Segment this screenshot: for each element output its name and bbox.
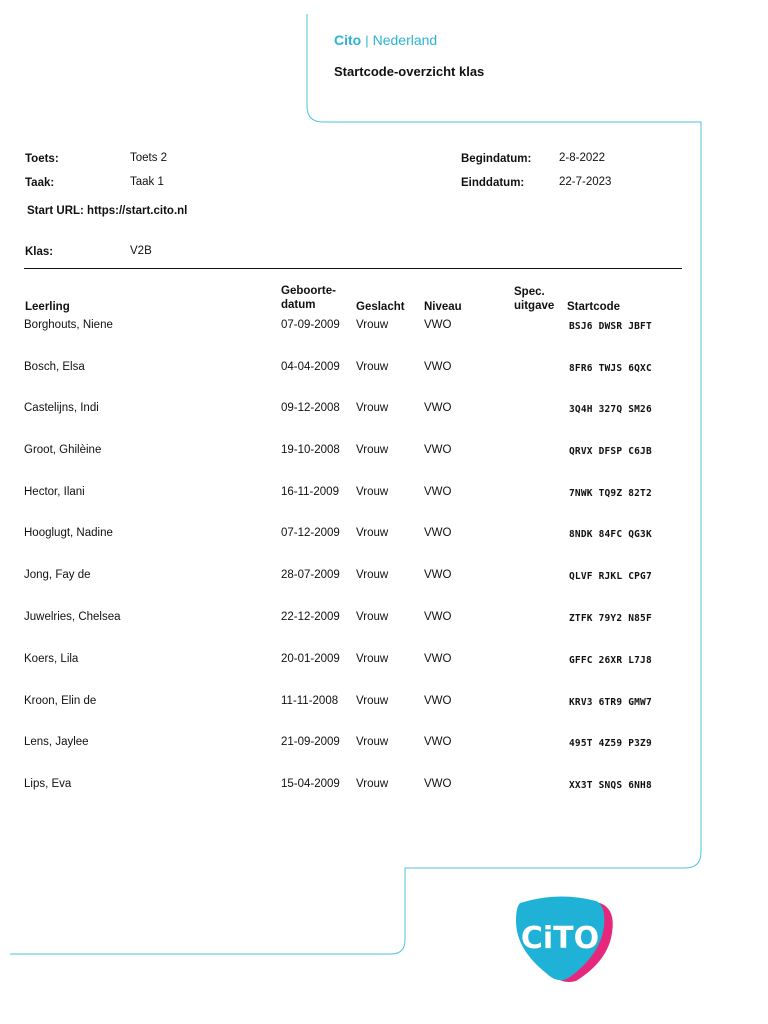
- student-startcode: KRV3 6TR9 GMW7: [569, 697, 652, 708]
- student-dob: 19-10-2008: [281, 444, 340, 456]
- student-level: VWO: [424, 444, 452, 456]
- student-level: VWO: [424, 736, 452, 748]
- student-startcode: GFFC 26XR L7J8: [569, 655, 652, 666]
- student-dob: 20-01-2009: [281, 653, 340, 665]
- student-dob: 21-09-2009: [281, 736, 340, 748]
- student-sex: Vrouw: [356, 653, 389, 665]
- student-level: VWO: [424, 361, 452, 373]
- table-row: [0, 361, 768, 381]
- student-dob: 11-11-2008: [281, 695, 339, 707]
- student-level: VWO: [424, 569, 452, 581]
- col-header-sex: Geslacht: [356, 301, 405, 313]
- student-sex: Vrouw: [356, 444, 389, 456]
- student-sex: Vrouw: [356, 569, 389, 581]
- col-header-spec: [514, 285, 554, 313]
- student-name: Castelijns, Indi: [24, 402, 99, 414]
- col-header-name: Leerling: [25, 301, 70, 313]
- student-sex: Vrouw: [356, 695, 389, 707]
- student-name: Hooglugt, Nadine: [24, 527, 113, 539]
- begindatum-label: Begindatum:: [461, 153, 532, 165]
- student-name: Hector, Ilani: [24, 486, 85, 498]
- student-startcode: 3Q4H 327Q SM26: [569, 404, 652, 415]
- student-level: VWO: [424, 778, 452, 790]
- student-name: Groot, Ghilèine: [24, 444, 102, 456]
- brand-region: Nederland: [372, 32, 438, 48]
- col-header-spec-line2: uitgave: [514, 300, 555, 312]
- student-dob: 28-07-2009: [281, 569, 340, 581]
- klas-value: V2B: [130, 245, 152, 257]
- col-header-dob: [281, 284, 336, 312]
- student-sex: Vrouw: [356, 527, 389, 539]
- student-dob: 15-04-2009: [281, 778, 340, 790]
- cito-logo: [514, 893, 616, 985]
- table-row: [0, 444, 768, 464]
- student-dob: 09-12-2008: [281, 402, 340, 414]
- student-startcode: 495T 4Z59 P3Z9: [569, 738, 652, 749]
- table-row: [0, 778, 768, 798]
- student-level: VWO: [424, 527, 452, 539]
- student-startcode: 8FR6 TWJS 6QXC: [569, 363, 652, 374]
- klas-label: Klas:: [25, 246, 54, 258]
- taak-label: Taak:: [25, 177, 55, 189]
- student-sex: Vrouw: [356, 402, 389, 414]
- col-header-spec-line1: Spec.: [514, 286, 545, 298]
- student-sex: Vrouw: [356, 319, 389, 331]
- header-divider: [24, 268, 682, 269]
- student-level: VWO: [424, 319, 452, 331]
- student-name: Koers, Lila: [24, 653, 79, 665]
- table-row: [0, 527, 768, 547]
- brand-header: [334, 32, 437, 48]
- student-name: Borghouts, Niene: [24, 319, 113, 331]
- student-startcode: QRVX DFSP C6JB: [569, 446, 652, 457]
- col-header-code: Startcode: [567, 301, 621, 313]
- table-row: [0, 569, 768, 589]
- student-name: Kroon, Elin de: [24, 695, 97, 707]
- toets-value: Toets 2: [130, 152, 168, 164]
- toets-label: Toets:: [25, 153, 59, 165]
- table-row: [0, 486, 768, 506]
- col-header-level: Niveau: [424, 301, 462, 313]
- table-row: [0, 402, 768, 422]
- taak-value: Taak 1: [130, 176, 164, 188]
- student-dob: 22-12-2009: [281, 611, 340, 623]
- student-sex: Vrouw: [356, 361, 389, 373]
- student-dob: 16-11-2009: [281, 486, 339, 498]
- student-name: Jong, Fay de: [24, 569, 91, 581]
- einddatum-value: 22-7-2023: [559, 176, 612, 188]
- student-sex: Vrouw: [356, 611, 389, 623]
- student-dob: 04-04-2009: [281, 361, 340, 373]
- student-startcode: QLVF RJKL CPG7: [569, 571, 652, 582]
- logo-text: CiTO: [520, 921, 600, 956]
- table-row: [0, 695, 768, 715]
- student-name: Bosch, Elsa: [24, 361, 85, 373]
- student-level: VWO: [424, 611, 452, 623]
- student-level: VWO: [424, 653, 452, 665]
- student-name: Lips, Eva: [24, 778, 72, 790]
- student-startcode: ZTFK 79Y2 N85F: [569, 613, 652, 624]
- brand-name: Cito: [334, 32, 362, 48]
- table-row: [0, 611, 768, 631]
- table-row: [0, 319, 768, 339]
- table-row: [0, 653, 768, 673]
- student-sex: Vrouw: [356, 778, 389, 790]
- student-startcode: XX3T SNQS 6NH8: [569, 780, 652, 791]
- start-url: Start URL: https://start.cito.nl: [27, 205, 188, 217]
- einddatum-label: Einddatum:: [461, 177, 525, 189]
- table-row: [0, 736, 768, 756]
- col-header-dob-line2: datum: [281, 299, 316, 311]
- student-level: VWO: [424, 402, 452, 414]
- student-level: VWO: [424, 695, 452, 707]
- student-level: VWO: [424, 486, 452, 498]
- student-dob: 07-12-2009: [281, 527, 340, 539]
- student-startcode: 8NDK 84FC QG3K: [569, 529, 652, 540]
- student-name: Lens, Jaylee: [24, 736, 89, 748]
- brand-separator: |: [365, 33, 369, 48]
- page-title: Startcode-overzicht klas: [334, 64, 485, 79]
- student-name: Juwelries, Chelsea: [24, 611, 121, 623]
- student-startcode: 7NWK TQ9Z 82T2: [569, 488, 652, 499]
- begindatum-value: 2-8-2022: [559, 152, 606, 164]
- student-dob: 07-09-2009: [281, 319, 340, 331]
- student-sex: Vrouw: [356, 736, 389, 748]
- student-sex: Vrouw: [356, 486, 389, 498]
- col-header-dob-line1: Geboorte-: [281, 285, 336, 297]
- student-startcode: BSJ6 DWSR JBFT: [569, 321, 652, 332]
